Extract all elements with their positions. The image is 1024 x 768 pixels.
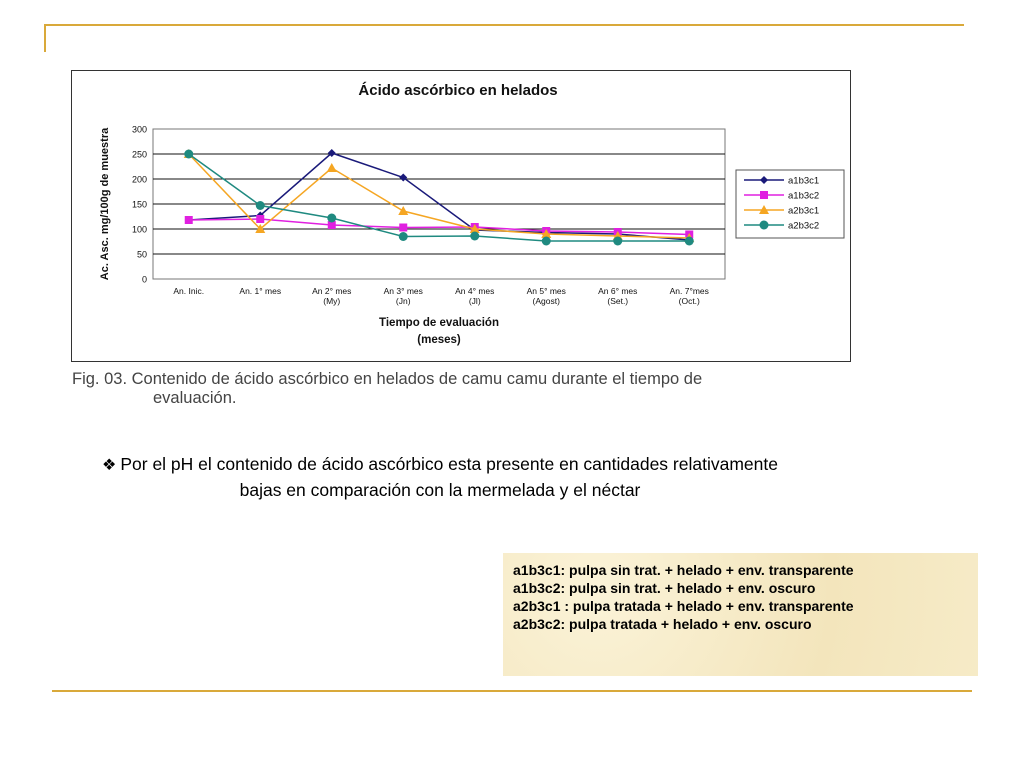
legend-marker-a2b3c2 (760, 221, 769, 230)
chart-figure (71, 70, 851, 362)
x-tick-label-line: An. Inic. (173, 286, 205, 296)
x-tick-label-line: (My) (323, 296, 341, 306)
x-tick-label (455, 286, 494, 306)
data-point-a2b3c2 (399, 232, 408, 241)
legend-line-a1b3c2: a1b3c2: pulpa sin trat. + helado + env. oscuro (513, 580, 816, 596)
y-tick-label: 100 (131, 224, 147, 235)
x-tick-label-line: (Oct.) (678, 296, 700, 306)
legend-label-a1b3c2: a1b3c2 (788, 190, 820, 202)
x-axis-label-1: Tiempo de evaluación (379, 317, 499, 329)
x-tick-label (312, 286, 351, 306)
y-axis-label: Ac. Asc. mg/100g de muestra (99, 127, 111, 281)
x-tick-label-line: An 5° mes (526, 286, 566, 296)
caption-line-2: evaluación. (153, 389, 237, 407)
legend-marker-a1b3c2 (760, 191, 768, 199)
data-point-a2b3c2 (470, 232, 479, 241)
bottom-decor-line (52, 690, 972, 692)
x-tick-label (173, 286, 204, 296)
legend-label-a2b3c2: a2b3c2 (788, 220, 820, 232)
x-tick-label-line: An 4° mes (455, 286, 495, 296)
x-tick-label-line: An. 1° mes (239, 286, 282, 296)
chart-title: Ácido ascórbico en helados (358, 82, 558, 99)
x-tick-label (384, 286, 423, 306)
data-point-a2b3c2 (327, 214, 336, 223)
legend-line-a2b3c1: a2b3c1 : pulpa tratada + helado + env. transparente (513, 598, 854, 614)
legend-label-a2b3c1: a2b3c1 (788, 205, 820, 217)
figure-caption (72, 370, 952, 408)
data-point-a1b3c2 (256, 215, 264, 223)
y-tick-label: 200 (131, 174, 147, 185)
data-point-a1b3c2 (185, 216, 193, 224)
bullet-text: Por el pH el contenido de ácido ascórbico esta presente en cantidades relativamente bajas en comparación con la mermelada y el néctar (120, 454, 778, 500)
legend-line-a2b3c2: a2b3c2: pulpa tratada + helado + env. oscuro (513, 616, 812, 632)
data-point-a2b3c2 (685, 237, 694, 246)
bullet-paragraph (100, 452, 780, 502)
x-tick-label-line: (Jn) (395, 296, 411, 306)
x-tick-label-line: An 6° mes (598, 286, 638, 296)
y-tick-label: 0 (141, 274, 147, 285)
x-tick-label (670, 286, 709, 306)
caption-line-1: Fig. 03. Contenido de ácido ascórbico en helados de camu camu durante el tiempo de (72, 370, 703, 388)
y-tick-label: 50 (136, 249, 147, 260)
data-point-a1b3c2 (399, 224, 407, 232)
data-point-a2b3c2 (613, 237, 622, 246)
treatment-legend-box (503, 553, 978, 676)
data-point-a2b3c2 (184, 150, 193, 159)
y-tick-label: 300 (131, 124, 147, 135)
x-tick-label (598, 286, 637, 306)
diamond-bullet-icon: ❖ (102, 457, 117, 474)
left-decor-line (44, 24, 46, 52)
y-tick-label: 150 (131, 199, 147, 210)
x-tick-label-line: (Jl) (468, 296, 481, 306)
x-tick-label-line: (Set.) (607, 296, 629, 306)
data-point-a2b3c2 (256, 201, 265, 210)
x-tick-label (527, 286, 566, 306)
x-tick-label-line: An 2° mes (312, 286, 352, 296)
legend-line-a1b3c1: a1b3c1: pulpa sin trat. + helado + env. transparente (513, 562, 854, 578)
chart-svg (72, 71, 850, 361)
data-point-a2b3c2 (542, 237, 551, 246)
x-axis-label-2: (meses) (417, 334, 461, 346)
x-tick-label (239, 286, 281, 296)
x-tick-label-line: An. 7°mes (669, 286, 709, 296)
legend-label-a1b3c1: a1b3c1 (788, 175, 820, 187)
top-decor-line (44, 24, 964, 26)
x-tick-label-line: (Agost) (532, 296, 560, 306)
y-tick-label: 250 (131, 149, 147, 160)
x-tick-label-line: An 3° mes (383, 286, 423, 296)
